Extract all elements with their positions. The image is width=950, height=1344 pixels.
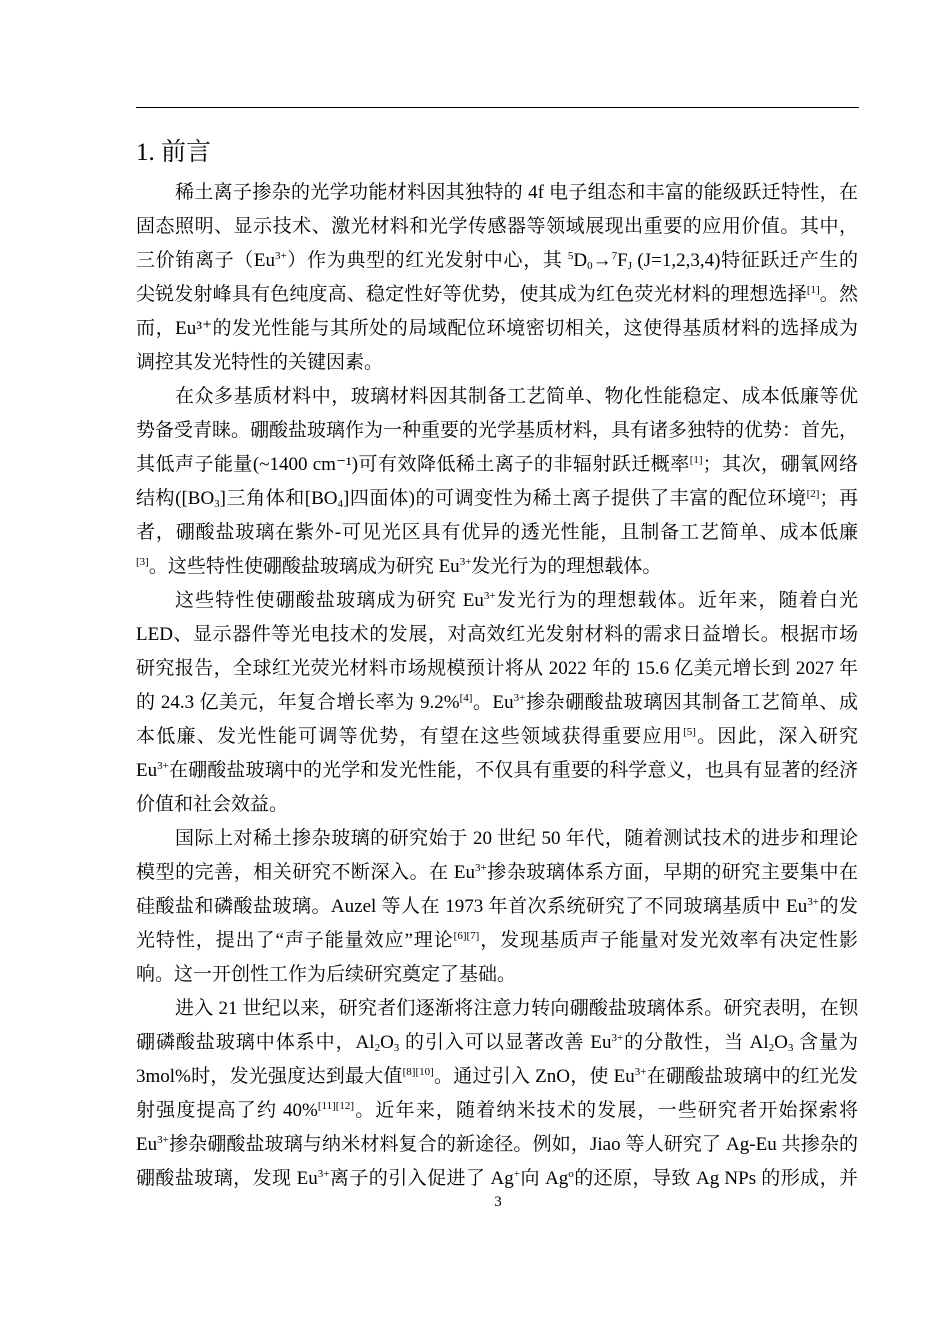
superscript: o	[568, 1168, 574, 1180]
superscript: 5	[567, 250, 574, 262]
text-run: D	[573, 250, 588, 271]
text-line	[136, 584, 858, 618]
text-run: 进入 21 世纪以来，研究者们逐渐将注意力转向硼酸盐玻璃体系。研究表明，在钡	[175, 998, 858, 1019]
text-run: 本低廉、发光性能可调等优势，有望在这些领域获得重要应用	[136, 726, 684, 747]
text-run: 势备受青睐。硼酸盐玻璃作为一种重要的光学基质材料，具有诸多独特的优势：首先，	[136, 420, 859, 441]
text-line	[136, 618, 858, 652]
text-line	[136, 312, 858, 346]
superscript: [5]	[683, 726, 696, 738]
text-run: Eu	[136, 1134, 158, 1155]
text-run: →	[592, 250, 612, 271]
text-line	[136, 1026, 858, 1060]
superscript: 3+	[275, 250, 287, 262]
text-run: 尖锐发射峰具有色纯度高、稳定性好等优势，使其成为红色荧光材料的理想选择	[136, 284, 807, 305]
text-run: LED、显示器件等光电技术的发展，对高效红光发射材料的需求日益增长。根据市场	[136, 624, 858, 645]
text-run: 在硼酸盐玻璃中的红光发	[646, 1066, 858, 1087]
text-line	[136, 550, 858, 584]
text-line	[136, 448, 858, 482]
text-run: ；其次，硼氧网络	[702, 454, 858, 475]
text-line	[136, 414, 858, 448]
text-line	[136, 958, 858, 992]
superscript: [6][7]	[453, 930, 480, 942]
text-run: 研究报告，全球红光荧光材料市场规模预计将从 2022 年的 15.6 亿美元增长到 2027 年	[136, 658, 858, 679]
text-line	[136, 482, 858, 516]
text-run: 在硼酸盐玻璃中的光学和发光性能，不仅具有重要的科学意义，也具有显著的经济	[168, 760, 858, 781]
subscript: 3	[214, 498, 220, 510]
text-run: 价值和社会效益。	[136, 794, 289, 815]
text-run: 这些特性使硼酸盐玻璃成为研究 Eu	[175, 590, 484, 611]
text-run: 而，Eu³⁺的发光性能与其所处的局域配位环境密切相关，这使得基质材料的选择成为	[136, 318, 858, 339]
text-run: 者，硼酸盐玻璃在紫外-可见光区具有优异的透光性能，且制备工艺简单、成本低廉	[136, 522, 858, 543]
text-run: 三价铕离子（Eu	[136, 250, 276, 271]
superscript: 3+	[317, 1168, 330, 1180]
text-run: ）作为典型的红光发射中心，其	[286, 250, 568, 271]
section-heading: 1. 前言	[136, 139, 212, 166]
text-line	[136, 1060, 858, 1094]
superscript: +	[513, 1168, 521, 1180]
paragraph	[136, 176, 858, 380]
subscript: 3	[787, 1042, 794, 1054]
superscript: [2]	[806, 488, 820, 500]
text-run: O	[774, 1032, 788, 1053]
text-run: 掺杂硼酸盐玻璃因其制备工艺简单、成	[525, 692, 859, 713]
text-line	[136, 856, 858, 890]
text-line	[136, 720, 858, 754]
superscript: 3+	[513, 692, 526, 704]
text-run: 的 24.3 亿美元，年复合增长率为 9.2%	[136, 692, 460, 713]
text-run: 掺杂硼酸盐玻璃与纳米材料复合的新途径。例如，Jiao 等人研究了 Ag-Eu 共掺杂的	[168, 1134, 858, 1155]
text-line	[136, 1128, 858, 1162]
page-number: 3	[494, 1194, 502, 1210]
subscript: 3	[393, 1042, 400, 1054]
text-run: ]三角体和[BO	[219, 488, 338, 509]
superscript: 3+	[483, 590, 496, 602]
text-run: 其低声子能量(~1400 cm⁻¹)可有效降低稀土离子的非辐射跃迁概率	[136, 454, 690, 475]
text-line	[136, 686, 858, 720]
text-run: Eu	[136, 760, 158, 781]
text-run: ，发现基质声子能量对发光效率有决定性影	[479, 930, 858, 951]
document-body	[136, 176, 858, 1196]
text-run: 发光行为的理想载体。近年来，随着白光	[495, 590, 858, 611]
text-run: ；再	[819, 488, 858, 509]
superscript: 3+	[807, 896, 819, 908]
text-run: 稀土离子掺杂的光学功能材料因其独特的 4f 电子组态和丰富的能级跃迁特性，在	[175, 182, 858, 203]
text-run: 含量为	[793, 1032, 858, 1053]
text-run: 固态照明、显示技术、激光材料和光学传感器等领域展现出重要的应用价值。其中，	[136, 216, 858, 237]
superscript: 3+	[459, 556, 472, 568]
paragraph	[136, 584, 858, 822]
text-line	[136, 1162, 858, 1196]
paragraph	[136, 380, 858, 584]
text-run: 硼酸盐玻璃，发现 Eu	[136, 1168, 318, 1189]
superscript: [1]	[806, 284, 820, 296]
subscript: 2	[374, 1042, 381, 1054]
text-run: 。通过引入 ZnO，使 Eu	[433, 1066, 635, 1087]
text-line	[136, 278, 858, 312]
text-run: 。因此，深入研究	[695, 726, 858, 747]
text-run: 硼磷酸盐玻璃中体系中，Al	[136, 1032, 375, 1053]
text-line	[136, 822, 858, 856]
text-run: 国际上对稀土掺杂玻璃的研究始于 20 世纪 50 年代，随着测试技术的进步和理论	[175, 828, 858, 849]
text-run: 的引入可以显著改善 Eu	[399, 1032, 612, 1053]
text-run: 模型的完善，相关研究不断深入。在 Eu	[136, 862, 476, 883]
superscript: 3+	[634, 1066, 647, 1078]
text-run: ]四面体)的可调变性为稀土离子提供了丰富的配位环境	[343, 488, 807, 509]
text-line	[136, 754, 858, 788]
superscript: 7	[611, 250, 618, 262]
superscript: 3+	[611, 1032, 624, 1044]
text-run: 3mol%时，发光强度达到最大值	[136, 1066, 403, 1087]
text-line	[136, 516, 858, 550]
text-run: F	[617, 250, 628, 271]
subscript: 4	[337, 498, 344, 510]
text-run: 。Eu	[472, 692, 514, 713]
superscript: [11][12]	[317, 1100, 355, 1112]
text-run: 离子的引入促进了 Ag	[329, 1168, 514, 1189]
paragraph	[136, 822, 858, 992]
header-rule	[136, 107, 859, 108]
text-run: 。这些特性使硼酸盐玻璃成为研究 Eu	[148, 556, 460, 577]
text-run: 结构([BO	[136, 488, 215, 509]
text-run: O	[380, 1032, 394, 1053]
superscript: 3+	[157, 1134, 169, 1146]
superscript: [1]	[689, 454, 703, 466]
text-line	[136, 890, 858, 924]
text-run: 。然	[819, 284, 858, 305]
subscript: 0	[587, 260, 593, 272]
subscript: 2	[768, 1042, 775, 1054]
text-line	[136, 380, 858, 414]
text-run: 的分散性，当 Al	[623, 1032, 769, 1053]
text-line	[136, 176, 858, 210]
text-run: 射强度提高了约 40%	[136, 1100, 318, 1121]
superscript: [8][10]	[402, 1066, 434, 1078]
text-run: 光特性，提出了“声子能量效应”理论	[136, 930, 454, 951]
text-run: 。近年来，随着纳米技术的发展，一些研究者开始探索将	[354, 1100, 858, 1121]
text-line	[136, 210, 858, 244]
text-line	[136, 924, 858, 958]
text-line	[136, 244, 858, 278]
text-run: 的还原，导致 Ag NPs 的形成，并	[573, 1168, 859, 1189]
text-line	[136, 652, 858, 686]
text-run: 掺杂玻璃体系方面，早期的研究主要集中在	[486, 862, 858, 883]
text-run: 在众多基质材料中，玻璃材料因其制备工艺简单、物化性能稳定、成本低廉等优	[175, 386, 858, 407]
text-run: 硅酸盐和磷酸盐玻璃。Auzel 等人在 1973 年首次系统研究了不同玻璃基质中 Eu	[136, 896, 808, 917]
superscript: 3+	[475, 862, 487, 874]
text-run: 响。这一开创性工作为后续研究奠定了基础。	[136, 964, 517, 985]
text-line	[136, 346, 858, 380]
superscript: [4]	[459, 692, 473, 704]
text-run: 调控其发光特性的关键因素。	[136, 352, 384, 373]
text-run: 向 Ag	[520, 1168, 569, 1189]
text-run: 发光行为的理想载体。	[471, 556, 662, 577]
text-line	[136, 788, 858, 822]
text-run: (J=1,2,3,4)特征跃迁产生的	[632, 250, 858, 271]
subscript: J	[627, 260, 633, 272]
superscript: 3+	[157, 760, 169, 772]
text-line	[136, 1094, 858, 1128]
paragraph	[136, 992, 858, 1196]
text-line	[136, 992, 858, 1026]
superscript: [3]	[136, 556, 149, 568]
text-run: 的发	[819, 896, 858, 917]
